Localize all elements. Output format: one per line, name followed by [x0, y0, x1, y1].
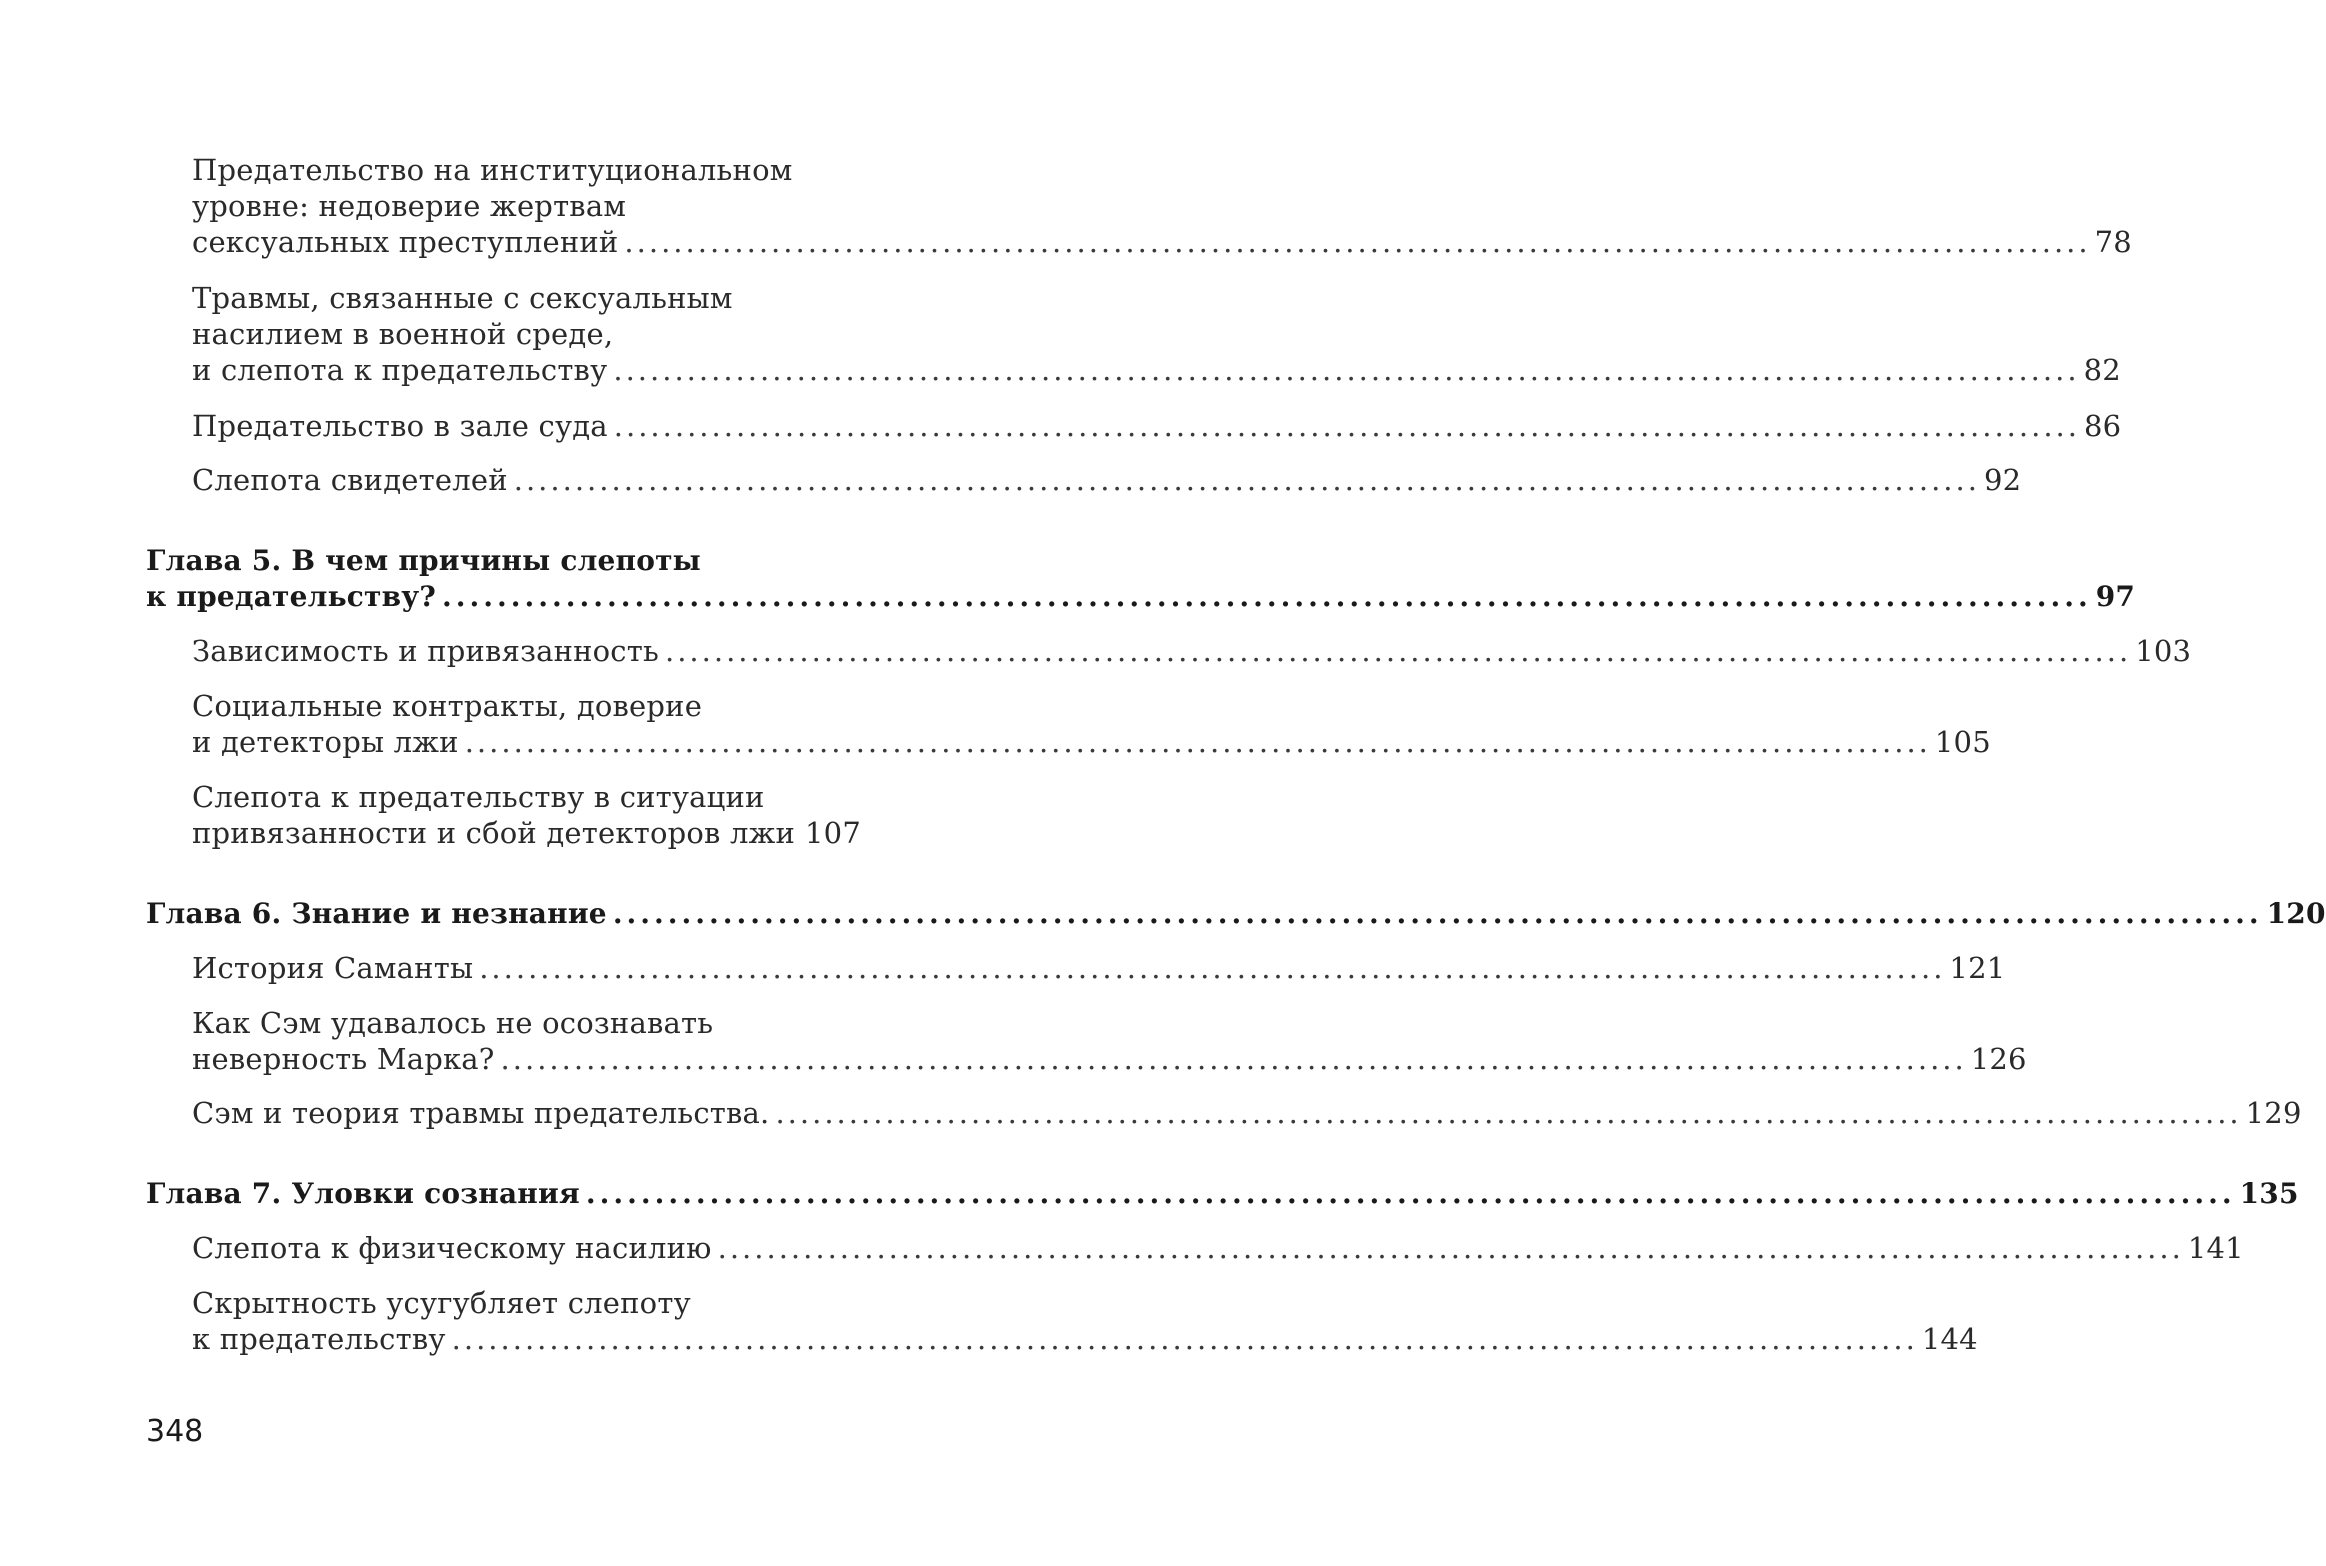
- toc-entry: [192, 280, 2121, 388]
- toc-page-number: 121: [1949, 951, 2006, 985]
- toc-entry-text: Скрытность усугубляет слепоту: [192, 1286, 691, 1320]
- toc-page-number: 97: [2095, 580, 2136, 613]
- toc-entry-last-line: [192, 462, 2022, 498]
- toc-chapter-title: Глава 7. Уловки сознания: [146, 1177, 580, 1210]
- toc-entry-text: Предательство в зале суда: [192, 409, 608, 443]
- dot-leader: ........................................................................................................................: [717, 1231, 2184, 1265]
- toc-page-number: 135: [2239, 1177, 2299, 1210]
- dot-leader: ........................................................................................................................: [451, 1322, 1918, 1356]
- toc-entry-text: Как Сэм удавалось не осознавать: [192, 1006, 714, 1040]
- dot-leader: ........................................................................................................................: [479, 951, 1946, 985]
- toc-page-number: 126: [1970, 1042, 2027, 1076]
- toc-chapter-entry: [146, 1176, 2299, 1212]
- toc-entry-text: Слепота к физическому насилию: [192, 1231, 712, 1265]
- toc-page-number: 78: [2094, 225, 2132, 259]
- dot-leader: ........................................................................................................................: [624, 225, 2091, 259]
- toc-entry-text: Социальные контракты, доверие: [192, 689, 703, 723]
- toc-entry: [192, 633, 2192, 669]
- dot-leader: ........................................................................................................................: [464, 725, 1931, 759]
- toc-page-number: 105: [1934, 725, 1991, 759]
- dot-leader: ........................................................................................................................: [500, 1042, 1967, 1076]
- toc-page-number: 107: [805, 816, 861, 850]
- toc-entry: [192, 462, 2022, 498]
- toc-entry: [192, 1230, 2244, 1266]
- toc-entry-last-line: [192, 724, 1991, 760]
- toc-entry-last-line: [192, 408, 2122, 444]
- toc-chapter-title: Глава 6. Знание и незнание: [146, 897, 607, 930]
- toc-entry-text: сексуальных преступлений: [192, 225, 619, 259]
- dot-leader: ........................................................................................................................: [613, 409, 2080, 443]
- toc-entry-last-line: [192, 1321, 1978, 1357]
- page-number-folio: 348: [146, 1414, 204, 1449]
- toc-entry: [192, 688, 1991, 760]
- dot-leader: ........................................................................................................................: [585, 1177, 2236, 1210]
- toc-chapter-entry: [146, 896, 2326, 932]
- toc-entry: [192, 1285, 1978, 1357]
- toc-entry-text: к предательству: [192, 1322, 446, 1356]
- toc-chapter-title: к предательству?: [146, 580, 436, 613]
- toc-entry-text: Сэм и теория травмы предательства.: [192, 1096, 770, 1130]
- toc-entry-text: Предательство на институциональном: [192, 153, 793, 187]
- toc-entry-last-line: [192, 1095, 2302, 1131]
- toc-entry-last-line: [192, 224, 2132, 260]
- dot-leader: ........................................................................................................................: [612, 897, 2263, 930]
- toc-entry-last-line: [146, 896, 2326, 932]
- toc-page-number: 129: [2245, 1096, 2302, 1130]
- toc-chapter-entry: [146, 543, 2136, 615]
- toc-entry: [192, 1095, 2302, 1131]
- dot-leader: ........................................................................................................................: [441, 580, 2092, 613]
- toc-page-number: 82: [2083, 353, 2121, 387]
- toc-entry: [192, 950, 2006, 986]
- toc-entry-text: История Саманты: [192, 951, 474, 985]
- toc-entry-text: и детекторы лжи: [192, 725, 459, 759]
- toc-entry-text: привязанности и сбой детекторов лжи: [192, 816, 796, 850]
- toc-page-number: 141: [2187, 1231, 2244, 1265]
- toc-entry: [192, 152, 2132, 260]
- dot-leader: ........................................................................................................................: [664, 634, 2132, 668]
- toc-entry-last-line: [192, 352, 2121, 388]
- toc-entry-last-line: [192, 1041, 2027, 1077]
- toc-entry: [192, 1005, 2027, 1077]
- toc-entry-last-line: [192, 950, 2006, 986]
- dot-leader: ........................................................................................................................: [775, 1096, 2242, 1130]
- toc-entry: [192, 408, 2122, 444]
- toc-page-number: 86: [2083, 409, 2122, 443]
- toc-entry-text: Зависимость и привязанность: [192, 634, 659, 668]
- toc-chapter-title: Глава 5. В чем причины слепоты: [146, 544, 701, 577]
- toc-entry-text: Слепота свидетелей: [192, 463, 508, 497]
- toc-entry-last-line: [146, 1176, 2299, 1212]
- toc-entry-last-line: [146, 579, 2136, 615]
- toc-entry-text: насилием в военной среде,: [192, 317, 614, 351]
- toc-entry-last-line: [192, 815, 861, 851]
- toc-page-number: 103: [2135, 634, 2192, 668]
- toc-entry-text: Слепота к предательству в ситуации: [192, 780, 765, 814]
- toc-page-number: 92: [1983, 463, 2022, 497]
- toc-entry-last-line: [192, 1230, 2244, 1266]
- toc-entry-text: и слепота к предательству: [192, 353, 608, 387]
- toc-entry-last-line: [192, 633, 2192, 669]
- toc-entry-text: уровне: недоверие жертвам: [192, 189, 627, 223]
- dot-leader: ........................................................................................................................: [513, 463, 1980, 497]
- dot-leader: ........................................................................................................................: [613, 353, 2080, 387]
- toc-entry: [192, 779, 861, 851]
- toc-page-number: 120: [2266, 897, 2326, 930]
- toc-entry-text: Травмы, связанные с сексуальным: [192, 281, 733, 315]
- toc-page-number: 144: [1921, 1322, 1978, 1356]
- toc-entry-text: неверность Марка?: [192, 1042, 495, 1076]
